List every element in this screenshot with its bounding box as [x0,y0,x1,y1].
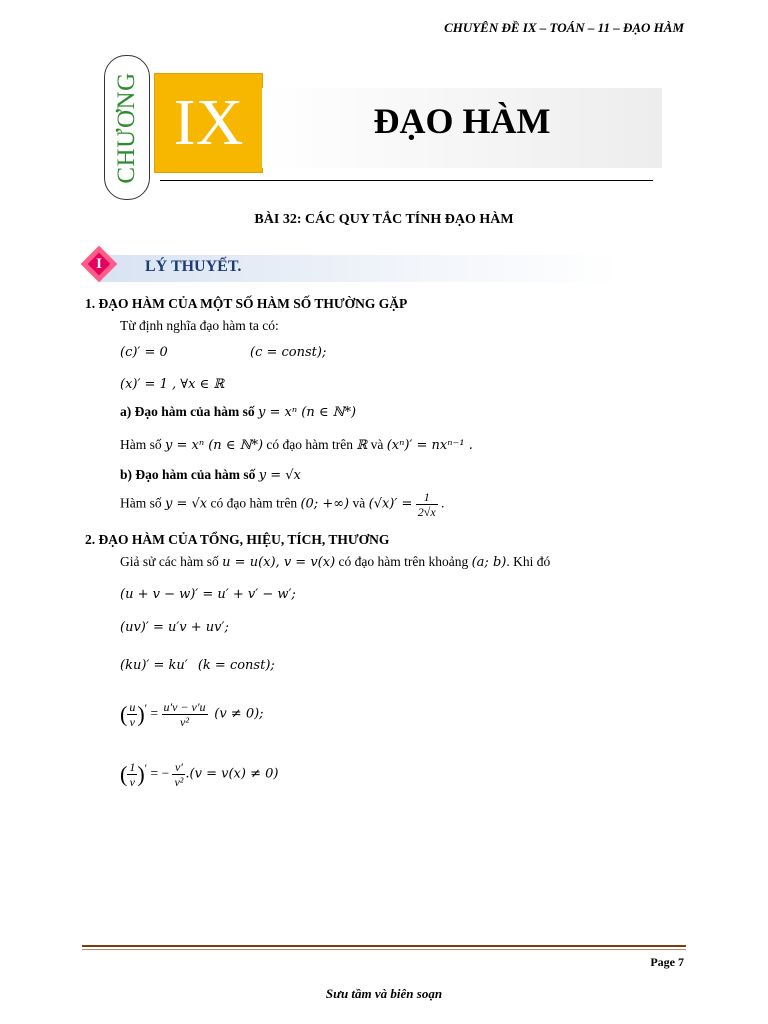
quotient-lhs-den: v [129,715,135,729]
reciprocal-lhs [127,760,137,789]
rule-quotient: ( $\frac{u}{v}$ )′ = $\frac{u'v - v'u}{\text{v²}}$ (v ≠ 0); [120,700,264,729]
footer-rule [82,945,686,947]
subpart-a-label: a) Đạo hàm của hàm số [120,404,255,419]
intro-1: Giả sử các hàm số [120,554,219,569]
part2-intro [120,554,550,570]
section-number: I [96,256,102,272]
intro-2: u = u(x), v = v(x) [222,555,336,570]
lesson-title: BÀI 32: CÁC QUY TẮC TÍNH ĐẠO HÀM [254,212,514,227]
reciprocal-rhs [172,760,185,789]
chapter-label-box [104,55,150,200]
rule-sum: (u + v − w)′ = u′ + v′ − w′; [120,587,296,602]
b-text-4: (0; +∞) [300,496,350,512]
rule-scalar-expr: (ku)′ = ku′ [120,658,188,673]
part1-intro: Từ định nghĩa đạo hàm ta có: [120,318,279,333]
quotient-lhs-num: u [129,700,136,714]
reciprocal-lhs-num: 1 [129,760,136,774]
intro-3: có đạo hàm trên khoảng [338,554,469,569]
a-text-5: và [370,437,384,452]
a-text-6: (xⁿ)′ = nxⁿ⁻¹ . [386,438,473,453]
page-number: Page 7 [650,955,684,969]
part1-heading: 1. ĐẠO HÀM CỦA MỘT SỐ HÀM SỐ THƯỜNG GẶP [85,296,408,311]
a-text-4: ℝ [356,438,368,453]
running-header: CHUYÊN ĐỀ IX – TOÁN – 11 – ĐẠO HÀM [444,20,684,35]
rule-scalar [120,657,275,673]
fraction-denominator: 2√x [417,505,436,519]
rule-reciprocal: ( $\frac{1}{v}$ )′ = − $\frac{v'}{\text{v²}}$ .(v = v(x) ≠ 0) [120,760,279,789]
quotient-rhs [162,700,208,729]
quotient-rhs-num: u′v − v′u [163,700,206,714]
a-text-3: có đạo hàm trên [266,437,353,452]
chapter-title: ĐẠO HÀM [373,101,551,141]
footer-credit: Sưu tầm và biên soạn [325,986,443,1001]
chapter-divider [160,180,653,181]
reciprocal-lhs-den: v [129,775,135,789]
subpart-a-expr: y = xⁿ (n ∈ ℕ*) [258,405,357,420]
formula-identity: (x)′ = 1 , ∀x ∈ ℝ [120,377,225,392]
part2-heading: 2. ĐẠO HÀM CỦA TỔNG, HIỆU, TÍCH, THƯƠNG [85,532,390,547]
subpart-a-text [120,437,473,453]
subpart-b-label: b) Đạo hàm của hàm số [120,467,256,482]
rule-scalar-cond: (k = const); [197,658,275,673]
quotient-rhs-den: v² [180,715,189,729]
fraction-numerator: 1 [416,490,438,505]
subpart-b-heading [120,467,301,483]
b-text-1: Hàm số [120,495,162,511]
subpart-b-text: Hàm số y = √x có đạo hàm trên (0; +∞) và (√x)′ = $\frac{1}{2√x}$ . [120,490,445,519]
quotient-lhs [127,700,137,729]
section-label: LÝ THUYẾT. [145,258,242,275]
subpart-b-expr: y = √x [258,468,301,483]
b-text-5: và [352,495,366,511]
a-text-1: Hàm số [120,437,162,452]
reciprocal-rhs-num: v′ [172,760,185,775]
footer-rule-thin [82,949,686,950]
reciprocal-rhs-den: v² [174,775,184,789]
quotient-cond: (v ≠ 0); [214,706,264,722]
intro-4: (a; b) [471,555,507,570]
reciprocal-cond: .(v = v(x) ≠ 0) [185,766,279,782]
formula-constant: (c)′ = 0 [120,345,168,360]
subpart-a-heading [120,404,356,420]
sqrt-derivative-fraction [416,490,438,519]
b-text-3: có đạo hàm trên [210,495,298,511]
a-text-2: y = xⁿ (n ∈ ℕ*) [165,438,264,453]
rule-product: (uv)′ = u′v + uv′; [120,620,229,635]
b-text-6: (√x)′ = [368,496,413,512]
chapter-number: IX [154,73,263,173]
chapter-label: CHƯƠNG [113,71,140,184]
intro-5: . Khi đó [506,554,551,569]
b-text-2: y = √x [165,496,208,512]
formula-constant-condition: (c = const); [250,345,327,360]
